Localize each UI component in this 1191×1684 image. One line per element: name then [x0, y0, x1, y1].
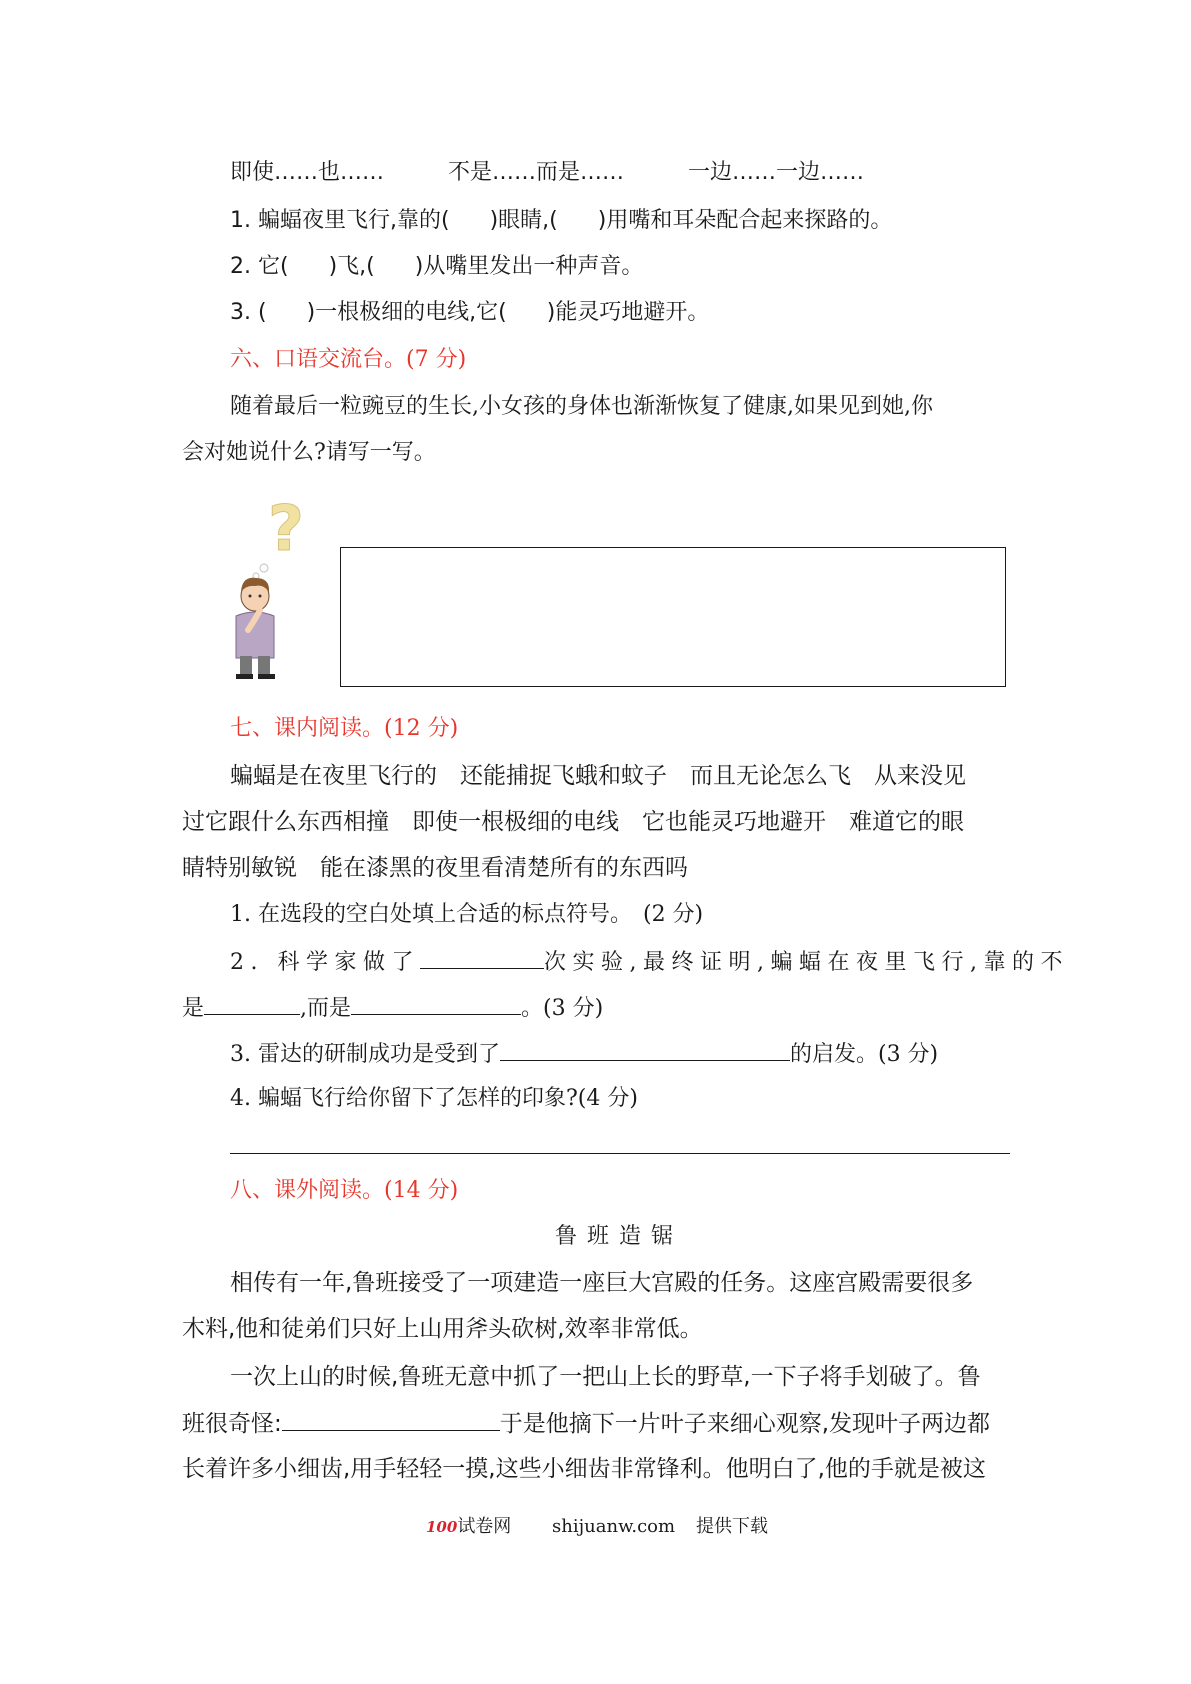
- blank-not-rely-on[interactable]: [204, 992, 300, 1015]
- section-6-prompt-line-2: 会对她说什么?请写一写。: [182, 440, 436, 465]
- footer-domain[interactable]: shijuanw.com: [552, 1516, 676, 1537]
- question-5-3: 3. ( )一根极细的电线,它( )能灵巧地避开。: [230, 300, 710, 325]
- connectives-row: [230, 158, 384, 188]
- story-title: 鲁班造锯: [555, 1224, 684, 1249]
- blank-radar-inspiration[interactable]: [500, 1038, 790, 1061]
- section-6-heading: 六、口语交流台。(7 分): [230, 347, 467, 372]
- answer-box[interactable]: [340, 547, 1006, 687]
- section-6-prompt-line-1: 随着最后一粒豌豆的生长,小女孩的身体也渐渐恢复了健康,如果见到她,你: [230, 394, 933, 419]
- blank-experiment-count[interactable]: [420, 946, 544, 969]
- passage-line-3: 睛特别敏锐 能在漆黑的夜里看清楚所有的东西吗: [182, 855, 688, 881]
- section-8-heading: 八、课外阅读。(14 分): [230, 1178, 459, 1203]
- question-5-2: 2. 它( )飞,( )从嘴里发出一种声音。: [230, 254, 644, 279]
- blank-why-wondered[interactable]: [282, 1408, 500, 1431]
- section-7-heading: 七、课内阅读。(12 分): [230, 716, 459, 741]
- story-p2-line-1: 一次上山的时候,鲁班无意中抓了一把山上长的野草,一下子将手划破了。鲁: [230, 1364, 981, 1390]
- connective-2: 不是……而是……: [448, 160, 625, 185]
- logo-100: 100: [426, 1518, 458, 1536]
- footer-site-name: 试卷网: [457, 1516, 512, 1537]
- story-p1-line-2: 木料,他和徒弟们只好上山用斧头砍树,效率非常低。: [182, 1316, 703, 1342]
- question-7-1: 1. 在选段的空白处填上合适的标点符号。 (2 分): [230, 902, 704, 927]
- footer-note: 提供下载: [696, 1516, 768, 1537]
- passage-line-2: 过它跟什么东西相撞 即使一根极细的电线 它也能灵巧地避开 难道它的眼: [182, 809, 964, 835]
- blank-rely-on[interactable]: [351, 992, 521, 1015]
- connective-1: 即使……也……: [230, 160, 385, 185]
- question-5-1: 1. 蝙蝠夜里飞行,靠的( )眼睛,( )用嘴和耳朵配合起来探路的。: [230, 208, 893, 233]
- story-p2-line-2: 班很奇怪: 于是他摘下一片叶子来细心观察,发现叶子两边都: [182, 1408, 990, 1439]
- connective-3: 一边……一边……: [688, 160, 865, 185]
- story-p2-line-3: 长着许多小细齿,用手轻轻一摸,这些小细齿非常锋利。他明白了,他的手就是被这: [182, 1456, 986, 1482]
- story-p1-line-1: 相传有一年,鲁班接受了一项建造一座巨大宫殿的任务。这座宫殿需要很多: [230, 1270, 974, 1296]
- question-7-4: 4. 蝙蝠飞行给你留下了怎样的印象?(4 分): [230, 1086, 638, 1111]
- thinking-person-icon: [228, 490, 328, 680]
- svg-text:?: ?: [268, 492, 304, 565]
- question-7-2-line-1: 2. 科学家做了 次实验,最终证明,蝙蝠在夜里飞行,靠的不: [230, 946, 1069, 978]
- question-7-3: 3. 雷达的研制成功是受到了 的启发。(3 分): [230, 1038, 938, 1070]
- passage-line-1: 蝙蝠是在夜里飞行的 还能捕捉飞蛾和蚊子 而且无论怎么飞 从来没见: [230, 763, 966, 789]
- question-7-2-line-2: 是 ,而是 。(3 分): [182, 992, 603, 1024]
- footer-logo: [426, 1515, 511, 1539]
- answer-line[interactable]: [230, 1153, 1010, 1154]
